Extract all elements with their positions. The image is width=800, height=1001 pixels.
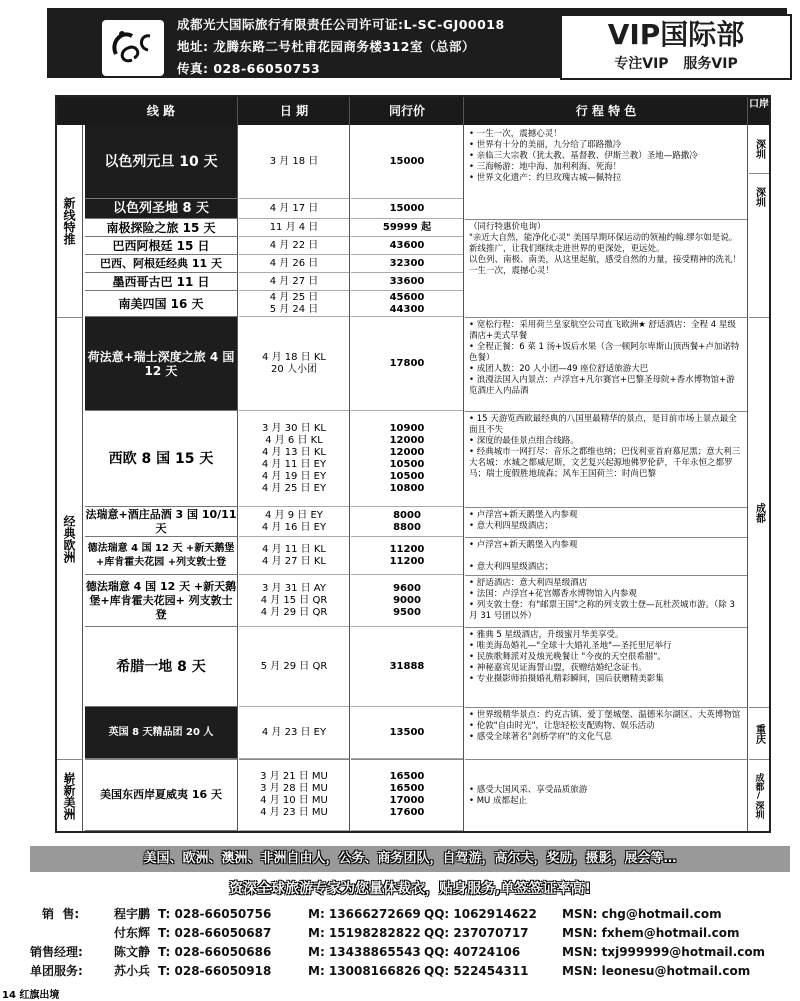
- group-classic-europe: 经典欧洲: [57, 317, 83, 759]
- contact-role: 单团服务:: [30, 964, 83, 978]
- column-divider: [463, 97, 464, 831]
- price-cell: 43600: [351, 237, 463, 255]
- route-fr-ch-it-wine: 法瑞意+酒庄品酒 3 国 10/11 天: [85, 507, 237, 537]
- services-banner: 美国、欧洲、澳洲、非洲自由人，公务、商务团队，自驾游，高尔夫，奖励，摄影，展会等…: [30, 846, 790, 872]
- port-shenzhen: 深圳: [749, 173, 769, 220]
- features-fr-ch-it-wine: • 卢浮宫+新天鹅堡入内参观 • 意大利四星级酒店；: [465, 507, 747, 537]
- route-mexico-cuba: 墨西哥古巴 11 日: [85, 273, 237, 291]
- page-footer: 14 红旗出境: [2, 990, 60, 1001]
- vip-title: VIP国际部: [607, 18, 745, 51]
- company-logo: [102, 20, 164, 76]
- features-greece: • 雅典 5 星级酒店，升级蜜月华美享受。 • 唯美海岛婚礼—"全球十大婚礼圣地"—圣托里尼举行 • 民族歌舞派对及烛光晚餐让 "今夜的天空很希腊"。 • 神秘嘉宾见证海誓山盟，获赠结婚纪念证书。 • 专业摄影师拍摄婚礼精彩瞬间，国后获赠精美影集: [465, 627, 747, 707]
- company-address: 地址: 龙腾东路二号杜甫花园商务楼312室（总部）: [177, 39, 475, 54]
- contact-row: [30, 943, 766, 960]
- price-cell: 17800: [351, 317, 463, 411]
- table-header: [57, 97, 769, 125]
- date-cell: 4 月 18 日 KL 20 人小团: [239, 317, 349, 411]
- route-israel-holyland: 以色列圣地 8 天: [85, 199, 237, 219]
- price-cell: 59999 起: [351, 219, 463, 237]
- column-divider: [237, 97, 238, 831]
- price-cell: 8000 8800: [351, 507, 463, 537]
- date-cell: 4 月 9 日 EY 4 月 16 日 EY: [239, 507, 349, 537]
- header-price: 同行价: [388, 104, 425, 118]
- price-cell: 9600 9000 9500: [351, 575, 463, 627]
- contact-qq: QQ: 237070717: [424, 926, 529, 940]
- column-divider: [747, 97, 748, 831]
- contact-qq: QQ: 522454311: [424, 964, 529, 978]
- features-western-europe: • 15 天游览西欧最经典的八国里最精华的景点，是目前市场上景点最全面且不失 • 深度的最佳景点组合线路。 • 经典城市一网打尽：音乐之都维也纳；巴伐利亚首府慕尼黑；意大利三大名城：水城之都威尼斯，文艺复兴起源地佛罗伦萨，千年永恒之都罗马；瑞士度假胜地琉森；风车王国荷兰：时尚巴黎: [465, 411, 747, 507]
- contact-phone: T: 028-66050686: [158, 945, 272, 959]
- port-shenzhen: 深圳: [753, 139, 765, 159]
- features-benelux-swiss: • 宽松行程：采用荷兰皇家航空公司直飞欧洲★ 舒适酒店：全程 4 星级酒店+美式早餐 • 全程正餐：6 菜 1 汤+饭后水果（含一顿阿尔卑斯山顶西餐+卢加诺特色餐） • 成团人数：20 人小团—49 座位舒适旅游大巴 • 浪漫法国入内景点：卢浮宫+凡尔赛宫+巴黎圣母院+香水博物馆+游览酒庄入内品酒: [465, 317, 747, 411]
- header-port: 口岸: [749, 99, 769, 110]
- contact-row: [42, 905, 722, 922]
- date-cell: 3 月 31 日 AY 4 月 15 日 QR 4 月 29 日 QR: [239, 575, 349, 627]
- route-usa: 美国东西岸夏威夷 16 天: [85, 759, 237, 831]
- contact-name: 程宇鹏: [114, 907, 151, 921]
- route-de-fr-ch-it-a: 德法瑞意 4 国 12 天 +新天鹅堡+库肯霍夫花园 +列支敦士登: [85, 537, 237, 575]
- vip-badge: [560, 14, 792, 80]
- contact-mobile: M: 15198282822: [308, 926, 421, 940]
- route-benelux-swiss: 荷法意+瑞士深度之旅 4 国 12 天: [85, 317, 237, 411]
- port-chengdu: 成都: [749, 317, 769, 708]
- route-south-america: 南美四国 16 天: [85, 291, 237, 317]
- features-de-fr-ch-it-a: • 卢浮宫+新天鹅堡入内参观 • 意大利四星级酒店；: [465, 537, 747, 575]
- route-antarctica: 南极探险之旅 15 天: [85, 219, 237, 237]
- price-cell: 31888: [351, 627, 463, 707]
- features-uk: • 世界级精华景点：约克古镇、爱丁堡城堡、温德米尔湖区、大英博物馆 • 伦敦"自由时光"，让您轻松支配购物、娱乐活动 • 感受全球著名"剑桥学府"的文化气息: [465, 707, 747, 759]
- date-cell: 4 月 27 日: [239, 273, 349, 291]
- contact-phone: T: 028-66050756: [158, 907, 272, 921]
- company-license: 成都光大国际旅行有限责任公司许可证:L-SC-GJ00018: [177, 17, 505, 32]
- header-route: 线 路: [146, 104, 176, 118]
- contact-phone: T: 028-66050687: [158, 926, 272, 940]
- route-israel-newyear: 以色列元旦 10 天: [85, 125, 237, 199]
- price-cell: 15000: [351, 125, 463, 199]
- contact-name: 苏小兵: [114, 964, 151, 978]
- date-cell: 4 月 22 日: [239, 237, 349, 255]
- vip-subtitle: 专注VIP 服务VIP: [614, 56, 738, 72]
- price-cell: 10900 12000 12000 10500 10500 10800: [351, 411, 463, 507]
- contact-row: [42, 924, 740, 941]
- header-features: 行 程 特 色: [575, 104, 637, 118]
- group-new-routes: 新线特推: [57, 125, 83, 317]
- route-brazil-argentina-classic: 巴西、阿根廷经典 11 天: [85, 255, 237, 273]
- port-chongqing: 重庆: [749, 707, 769, 760]
- contact-name: 付东辉: [114, 926, 151, 940]
- price-cell: 33600: [351, 273, 463, 291]
- itinerary-table: [55, 95, 771, 833]
- date-cell: 4 月 26 日: [239, 255, 349, 273]
- contact-phone: T: 028-66050918: [158, 964, 272, 978]
- date-cell: 3 月 21 日 MU 3 月 28 日 MU 4 月 10 日 MU 4 月 23 日 MU: [239, 759, 349, 831]
- price-cell: 15000: [351, 199, 463, 219]
- contact-mobile: M: 13008166826: [308, 964, 421, 978]
- contact-role: 销 售:: [42, 907, 80, 921]
- route-uk: 英国 8 天精品团 20 人: [85, 707, 237, 759]
- price-cell: 16500 16500 17000 17600: [351, 759, 463, 831]
- contact-msn: MSN: leonesu@hotmail.com: [562, 964, 751, 978]
- features-de-fr-ch-it-b: • 舒适酒店：意大利四星级酒店 • 法国：卢浮宫+花宫娜香水博物馆入内参观 • 列支敦士登：有"邮票王国"之称的列支敦士登—瓦杜茨城市游。（除 3 月 31 号团以外）: [465, 575, 747, 627]
- date-cell: 4 月 17 日: [239, 199, 349, 219]
- contact-row: [30, 962, 751, 979]
- contact-mobile: M: 13438865543: [308, 945, 421, 959]
- date-cell: 11 月 4 日: [239, 219, 349, 237]
- group-new-americas: 崭新美洲: [57, 759, 83, 831]
- date-cell: 3 月 18 日: [239, 125, 349, 199]
- logo-swirl-icon: [102, 20, 164, 76]
- contact-role: 销售经理:: [30, 945, 83, 959]
- contact-msn: MSN: chg@hotmail.com: [562, 907, 722, 921]
- features-israel: • 一生一次，震撼心灵！ • 世界有十分的美丽，九分给了耶路撒冷 • 亲临三大宗教（犹太教、基督教、伊斯兰教）圣地—路撒冷 • 三海畅游：地中海、加利利海、死海！ • 世界文化遗产：约旦玫瑰古城—佩特拉: [469, 129, 698, 183]
- price-cell: 11200 11200: [351, 537, 463, 575]
- price-cell: 45600 44300: [351, 291, 463, 317]
- features-new-routes: （同行特惠价电询） "亲近大自然，能净化心灵" 美国早期环保运动的领袖约翰.缪尔如是说。新线推广，让我们继续走进世界的更深处，更远处。 以色列、南极、南美，从这里起航，感受自然的力量，接受精神的洗礼！一生一次，震撼心灵！: [465, 219, 747, 317]
- contact-msn: MSN: fxhem@hotmail.com: [562, 926, 740, 940]
- contact-msn: MSN: txj999999@hotmail.com: [562, 945, 766, 959]
- column-divider: [349, 97, 350, 831]
- date-cell: 3 月 30 日 KL 4 月 6 日 KL 4 月 13 日 KL 4 月 11 日 EY 4 月 19 日 EY 4 月 25 日 EY: [239, 411, 349, 507]
- company-fax: 传真: 028-66050753: [177, 61, 321, 76]
- route-western-europe: 西欧 8 国 15 天: [85, 411, 237, 507]
- contact-qq: QQ: 1062914622: [424, 907, 537, 921]
- price-cell: 13500: [351, 707, 463, 759]
- contact-mobile: M: 13666272669: [308, 907, 421, 921]
- features-usa: • 感受大国风采、享受品质旅游 • MU 成都起止: [465, 759, 747, 831]
- route-brazil-argentina: 巴西阿根廷 15 日: [85, 237, 237, 255]
- date-cell: 4 月 23 日 EY: [239, 707, 349, 759]
- date-cell: 4 月 11 日 KL 4 月 27 日 KL: [239, 537, 349, 575]
- date-cell: 4 月 25 日 5 月 24 日: [239, 291, 349, 317]
- header-date: 日 期: [279, 104, 309, 118]
- date-cell: 5 月 29 日 QR: [239, 627, 349, 707]
- slogan-banner: 资深全球旅游专家为您量体裁衣，贴身服务,单签签证率高!: [229, 881, 591, 897]
- route-de-fr-ch-it-b: 德法瑞意 4 国 12 天 +新天鹅堡+库肯霍夫花园+ 列支敦士登: [85, 575, 237, 627]
- route-greece: 希腊一地 8 天: [85, 627, 237, 707]
- port-chengdu-shenzhen: 成都/深圳: [749, 759, 769, 832]
- contact-name: 陈文静: [114, 945, 151, 959]
- price-cell: 32300: [351, 255, 463, 273]
- contact-qq: QQ: 40724106: [424, 945, 521, 959]
